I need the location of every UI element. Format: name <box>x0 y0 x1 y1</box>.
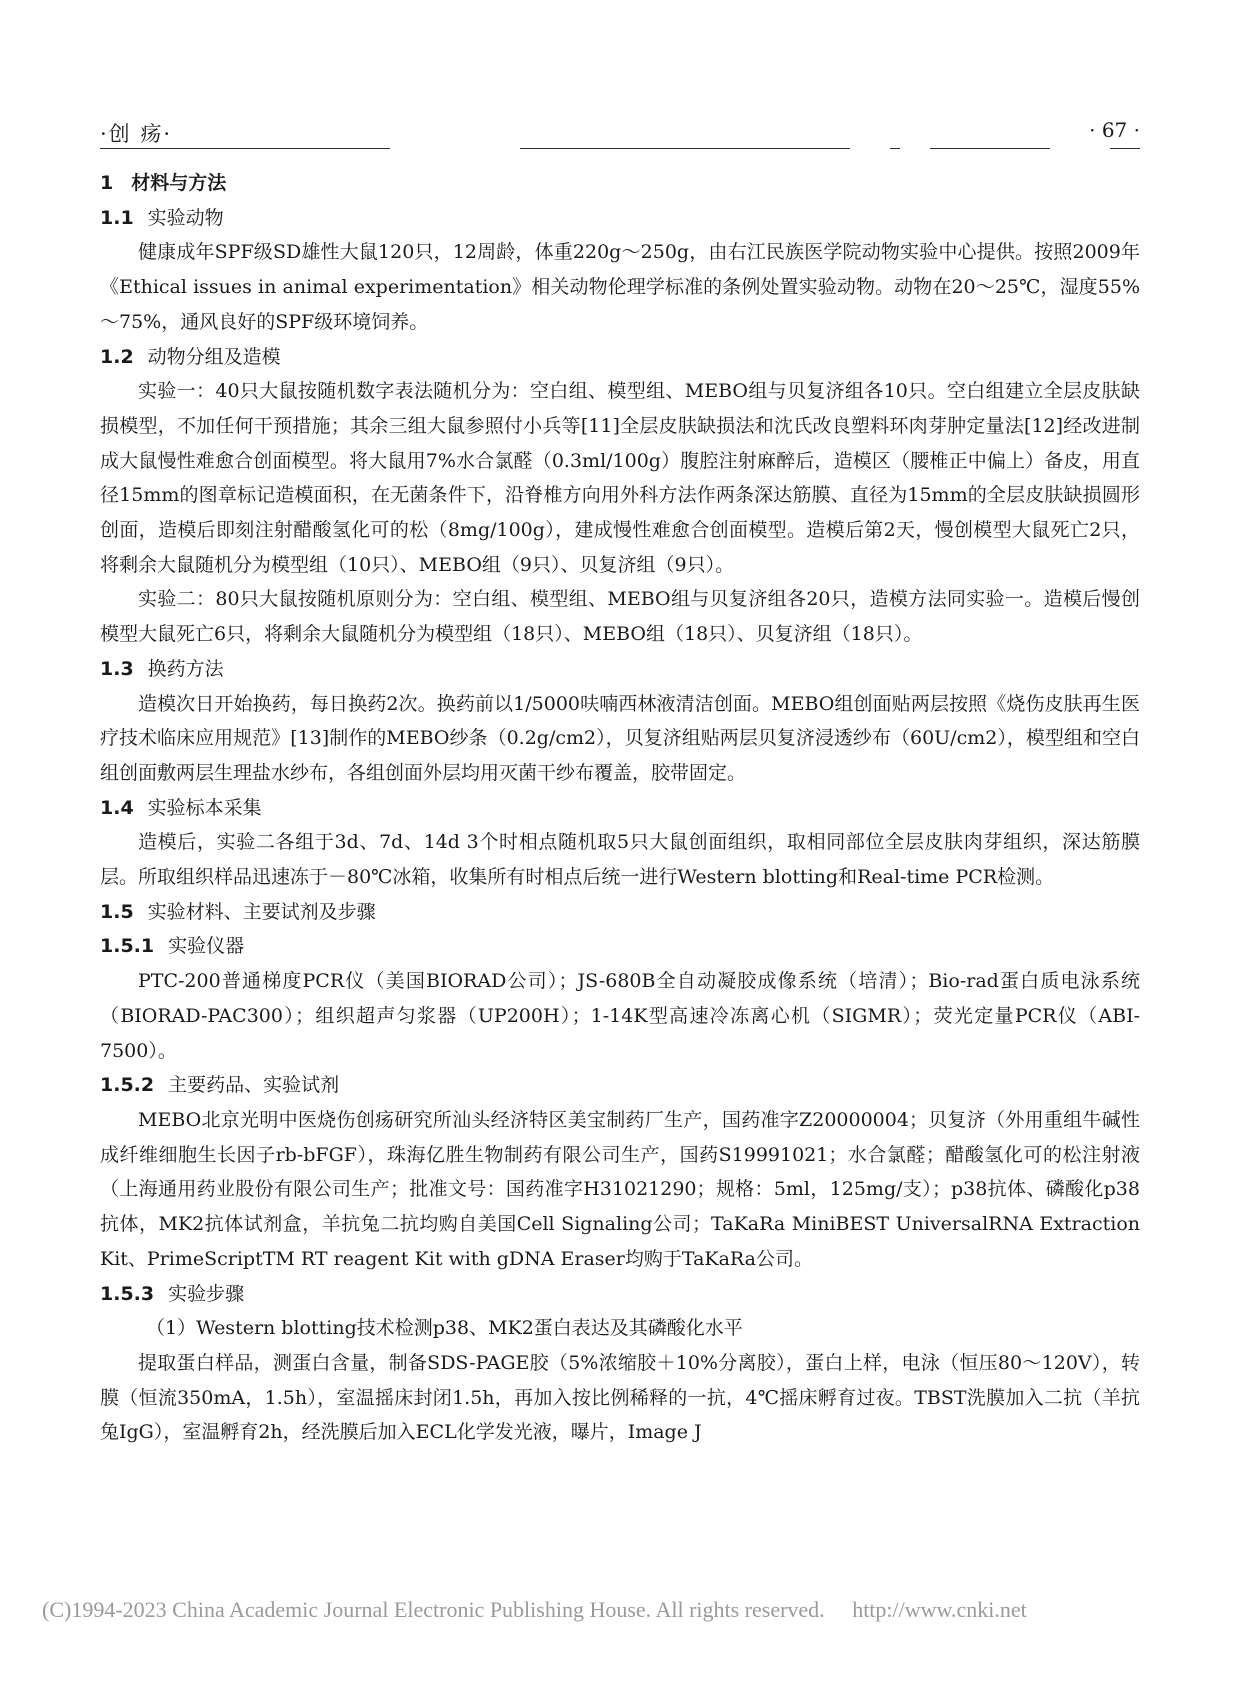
paragraph: 提取蛋白样品，测蛋白含量，制备SDS-PAGE胶（5%浓缩胶＋10%分离胶），蛋白上样，电泳（恒压80～120V），转膜（恒流350mA，1.5h），室温摇床封闭1.5h，再加入按比例稀释的一抗，4℃摇床孵育过夜。TBST洗膜加入二抗（羊抗兔IgG），室温孵育2h，经洗膜后加入ECL化学发光液，曝片，Image J <box>100 1351 1140 1444</box>
article-body <box>100 166 1140 1450</box>
paragraph: 实验二：80只大鼠按随机原则分为：空白组、模型组、MEBO组与贝复济组各20只，造模方法同实验一。造模后慢创模型大鼠死亡6只，将剩余大鼠随机分为模型组（18只）、MEBO组（18只）、贝复济组（18只）。 <box>100 588 1140 646</box>
paragraph: 健康成年SPF级SD雄性大鼠120只，12周龄，体重220g～250g，由右江民族医学院动物实验中心提供。按照2009年《Ethical issues in animal experimentation》相关动物伦理学标准的条例处置实验动物。动物在20～25℃，湿度55%～75%，通风良好的SPF级环境饲养。 <box>100 241 1140 333</box>
paragraph: 造模次日开始换药，每日换药2次。换药前以1/5000呋喃西林液清洁创面。MEBO组创面贴两层按照《烧伤皮肤再生医疗技术临床应用规范》[13]制作的MEBO纱条（0.2g/cm2），贝复济组贴两层贝复济浸透纱布（60U/cm2），模型组和空白组创面敷两层生理盐水纱布，各组创面外层均用灭菌干纱布覆盖，胶带固定。 <box>100 692 1140 784</box>
heading-title: 主要药品、实验试剂 <box>168 1074 340 1097</box>
paragraph: MEBO北京光明中医烧伤创疡研究所汕头经济特区美宝制药厂生产，国药准字Z20000004；贝复济（外用重组牛碱性成纤维细胞生长因子rb-bFGF），珠海亿胜生物制药有限公司生产，国药S19991021；水合氯醛；醋酸氢化可的松注射液（上海通用药业股份有限公司生产；批准文号：国药准字H31021290；规格：5ml，125mg/支）；p38抗体、磷酸化p38抗体，MK2抗体试剂盒，羊抗兔二抗均购自美国Cell Signaling公司；TaKaRa MiniBEST UniversalRNA Extraction Kit、PrimeScriptTM RT reagent Kit with gDNA Eraser均购于TaKaRa公司。 <box>100 1108 1140 1270</box>
paragraph: 造模后，实验二各组于3d、7d、14d 3个时相点随机取5只大鼠创面组织，取相同部位全层皮肤肉芽组织，深达筋膜层。所取组织样品迅速冻于－80℃冰箱，收集所有时相点后统一进行Western blotting和Real-time PCR检测。 <box>100 831 1140 889</box>
footer-url[interactable]: http://www.cnki.net <box>852 1597 1027 1622</box>
heading-title: 实验标本采集 <box>147 796 262 819</box>
subsection-heading <box>100 201 1140 236</box>
step-item: （1）Western blotting技术检测p38、MK2蛋白表达及其磷酸化水平 <box>146 1317 743 1340</box>
header-rule <box>890 148 900 149</box>
heading-title: 实验材料、主要试剂及步骤 <box>147 900 376 923</box>
header-rule <box>520 148 850 149</box>
section-heading <box>100 166 1140 201</box>
page-header <box>100 118 1140 148</box>
heading-number: 1.4 <box>100 796 134 819</box>
journal-section-title: ·创 疡· <box>100 122 173 146</box>
subsection-heading <box>100 929 1140 964</box>
page-number: · 67 · <box>1089 118 1140 142</box>
subsection-heading <box>100 652 1140 687</box>
heading-title: 换药方法 <box>147 657 224 680</box>
heading-number: 1.5.3 <box>100 1282 155 1305</box>
heading-title: 动物分组及造模 <box>147 345 281 368</box>
subsection-heading <box>100 791 1140 826</box>
heading-number: 1.2 <box>100 345 134 368</box>
subsection-heading <box>100 1277 1140 1312</box>
paragraph: 实验一：40只大鼠按随机数字表法随机分为：空白组、模型组、MEBO组与贝复济组各10只。空白组建立全层皮肤缺损模型，不加任何干预措施；其余三组大鼠参照付小兵等[11]全层皮肤缺损法和沈氏改良塑料环肉芽肿定量法[12]经改进制成大鼠慢性难愈合创面模型。将大鼠用7%水合氯醛（0.3ml/100g）腹腔注射麻醉后，造模区（腰椎正中偏上）备皮，用直径15mm的图章标记造模面积，在无菌条件下，沿脊椎方向用外科方法作两条深达筋膜、直径为15mm的全层皮肤缺损圆形创面，造模后即刻注射醋酸氢化可的松（8mg/100g），建成慢性难愈合创面模型。造模后第2天，慢创模型大鼠死亡2只，将剩余大鼠随机分为模型组（10只）、MEBO组（9只）、贝复济组（9只）。 <box>100 380 1140 576</box>
header-rule <box>100 148 390 149</box>
heading-title: 材料与方法 <box>131 172 227 194</box>
heading-number: 1.5.1 <box>100 935 155 958</box>
subsection-heading <box>100 340 1140 375</box>
copyright-notice: (C)1994-2023 China Academic Journal Electronic Publishing House. All rights reserved. <box>42 1597 825 1622</box>
subsection-heading <box>100 895 1140 930</box>
header-rule <box>930 148 1050 149</box>
header-rule <box>1110 148 1140 149</box>
heading-number: 1.1 <box>100 206 134 229</box>
heading-number: 1.5 <box>100 900 134 923</box>
heading-number: 1.5.2 <box>100 1074 155 1097</box>
heading-number: 1.3 <box>100 657 134 680</box>
heading-title: 实验步骤 <box>168 1282 245 1305</box>
heading-title: 实验动物 <box>147 206 224 229</box>
heading-title: 实验仪器 <box>168 935 245 958</box>
heading-number: 1 <box>100 172 114 194</box>
paragraph: PTC-200普通梯度PCR仪（美国BIORAD公司）；JS-680B全自动凝胶成像系统（培清）；Bio-rad蛋白质电泳系统（BIORAD-PAC300）；组织超声匀浆器（UP200H）；1-14K型高速冷冻离心机（SIGMR）；荧光定量PCR仪（ABI-7500）。 <box>100 970 1140 1062</box>
footer <box>42 1597 1202 1623</box>
subsection-heading <box>100 1068 1140 1103</box>
